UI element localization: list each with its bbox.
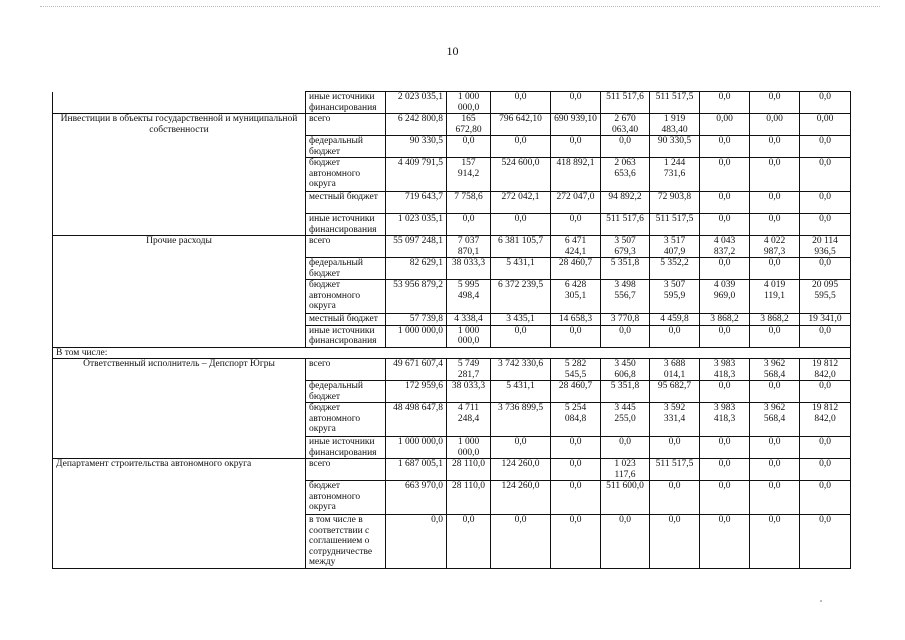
value-cell: 0,0 bbox=[386, 515, 447, 569]
budget-table bbox=[52, 91, 851, 569]
row-name bbox=[53, 280, 306, 314]
value-cell: 0,0 bbox=[800, 459, 851, 481]
funding-source: бюджет автономного округа bbox=[306, 280, 386, 314]
value-cell: 4 711 248,4 bbox=[447, 403, 491, 437]
value-cell: 0,0 bbox=[700, 214, 750, 236]
value-cell: 0,0 bbox=[800, 92, 851, 114]
value-cell: 0,0 bbox=[650, 437, 700, 459]
value-cell: 3 450 606,8 bbox=[601, 359, 650, 381]
value-cell: 3 868,2 bbox=[750, 314, 800, 326]
value-cell: 0,0 bbox=[551, 515, 601, 569]
value-cell: 72 903,8 bbox=[650, 192, 700, 214]
row-name bbox=[53, 258, 306, 280]
funding-source: иные источники финансирования bbox=[306, 325, 386, 347]
row-name: Инвестиции в объекты государственной и муниципальной собственности bbox=[53, 114, 306, 136]
value-cell: 0,0 bbox=[551, 136, 601, 158]
value-cell: 3 983 418,3 bbox=[700, 403, 750, 437]
value-cell: 0,00 bbox=[800, 114, 851, 136]
row-name bbox=[53, 92, 306, 114]
value-cell: 28 460,7 bbox=[551, 258, 601, 280]
value-cell: 6 372 239,5 bbox=[491, 280, 551, 314]
value-cell: 690 939,10 bbox=[551, 114, 601, 136]
funding-source: федеральный бюджет bbox=[306, 381, 386, 403]
value-cell: 7 758,6 bbox=[447, 192, 491, 214]
value-cell: 38 033,3 bbox=[447, 381, 491, 403]
row-name bbox=[53, 437, 306, 459]
value-cell: 90 330,5 bbox=[386, 136, 447, 158]
table-row bbox=[53, 403, 851, 437]
value-cell: 172 959,6 bbox=[386, 381, 447, 403]
scan-speck bbox=[820, 600, 822, 602]
value-cell: 3 435,1 bbox=[491, 314, 551, 326]
funding-source: бюджет автономного округа bbox=[306, 481, 386, 515]
value-cell: 0,0 bbox=[491, 325, 551, 347]
value-cell: 0,0 bbox=[700, 459, 750, 481]
table-row bbox=[53, 459, 851, 481]
row-name bbox=[53, 515, 306, 569]
value-cell: 6 381 105,7 bbox=[491, 236, 551, 258]
value-cell: 53 956 879,2 bbox=[386, 280, 447, 314]
value-cell: 1 000 000,0 bbox=[386, 437, 447, 459]
value-cell: 0,0 bbox=[491, 92, 551, 114]
value-cell: 0,0 bbox=[601, 515, 650, 569]
funding-source: всего bbox=[306, 459, 386, 481]
funding-source: в том числе в соответствии с соглашением о сотрудничестве между bbox=[306, 515, 386, 569]
value-cell: 4 022 987,3 bbox=[750, 236, 800, 258]
value-cell: 0,0 bbox=[551, 92, 601, 114]
value-cell: 0,0 bbox=[551, 459, 601, 481]
section-label: В том числе: bbox=[53, 347, 851, 359]
value-cell: 19 812 842,0 bbox=[800, 359, 851, 381]
value-cell: 0,0 bbox=[491, 136, 551, 158]
value-cell: 0,0 bbox=[601, 437, 650, 459]
page-number: 10 bbox=[446, 44, 459, 58]
value-cell: 0,00 bbox=[750, 114, 800, 136]
value-cell: 0,0 bbox=[447, 515, 491, 569]
value-cell: 0,0 bbox=[800, 258, 851, 280]
table-row bbox=[53, 214, 851, 236]
value-cell: 0,0 bbox=[700, 481, 750, 515]
value-cell: 0,00 bbox=[700, 114, 750, 136]
value-cell: 4 019 119,1 bbox=[750, 280, 800, 314]
value-cell: 0,0 bbox=[750, 258, 800, 280]
value-cell: 272 047,0 bbox=[551, 192, 601, 214]
table-row bbox=[53, 381, 851, 403]
row-name bbox=[53, 314, 306, 326]
value-cell: 0,0 bbox=[750, 381, 800, 403]
value-cell: 3 983 418,3 bbox=[700, 359, 750, 381]
value-cell: 663 970,0 bbox=[386, 481, 447, 515]
table-row bbox=[53, 280, 851, 314]
value-cell: 2 670 063,40 bbox=[601, 114, 650, 136]
value-cell: 5 995 498,4 bbox=[447, 280, 491, 314]
funding-source: иные источники финансирования bbox=[306, 214, 386, 236]
value-cell: 82 629,1 bbox=[386, 258, 447, 280]
value-cell: 157 914,2 bbox=[447, 158, 491, 192]
value-cell: 272 042,1 bbox=[491, 192, 551, 214]
value-cell: 0,0 bbox=[800, 192, 851, 214]
value-cell: 0,0 bbox=[551, 437, 601, 459]
value-cell: 511 600,0 bbox=[601, 481, 650, 515]
value-cell: 0,0 bbox=[447, 136, 491, 158]
value-cell: 19 341,0 bbox=[800, 314, 851, 326]
funding-source: иные источники финансирования bbox=[306, 437, 386, 459]
value-cell: 418 892,1 bbox=[551, 158, 601, 192]
value-cell: 5 431,1 bbox=[491, 381, 551, 403]
value-cell: 0,0 bbox=[601, 136, 650, 158]
value-cell: 19 812 842,0 bbox=[800, 403, 851, 437]
value-cell: 0,0 bbox=[700, 515, 750, 569]
value-cell: 0,0 bbox=[650, 325, 700, 347]
value-cell: 3 736 899,5 bbox=[491, 403, 551, 437]
value-cell: 1 023 035,1 bbox=[386, 214, 447, 236]
row-name bbox=[53, 381, 306, 403]
table-row bbox=[53, 258, 851, 280]
table-row bbox=[53, 92, 851, 114]
value-cell: 165 672,80 bbox=[447, 114, 491, 136]
row-name bbox=[53, 192, 306, 214]
value-cell: 57 739,8 bbox=[386, 314, 447, 326]
value-cell: 3 592 331,4 bbox=[650, 403, 700, 437]
value-cell: 0,0 bbox=[447, 214, 491, 236]
table-row bbox=[53, 314, 851, 326]
value-cell: 5 749 281,7 bbox=[447, 359, 491, 381]
table-row bbox=[53, 481, 851, 515]
row-name: Департамент строительства автономного округа bbox=[53, 459, 306, 481]
value-cell: 3 507 595,9 bbox=[650, 280, 700, 314]
value-cell: 2 063 653,6 bbox=[601, 158, 650, 192]
funding-source: местный бюджет bbox=[306, 192, 386, 214]
value-cell: 511 517,5 bbox=[650, 214, 700, 236]
value-cell: 1 000 000,0 bbox=[447, 325, 491, 347]
row-name bbox=[53, 136, 306, 158]
value-cell: 20 095 595,5 bbox=[800, 280, 851, 314]
value-cell: 0,0 bbox=[551, 481, 601, 515]
table-row bbox=[53, 325, 851, 347]
value-cell: 3 770,8 bbox=[601, 314, 650, 326]
value-cell: 0,0 bbox=[800, 214, 851, 236]
value-cell: 0,0 bbox=[750, 158, 800, 192]
value-cell: 0,0 bbox=[750, 192, 800, 214]
value-cell: 3 868,2 bbox=[700, 314, 750, 326]
value-cell: 1 023 117,6 bbox=[601, 459, 650, 481]
value-cell: 3 962 568,4 bbox=[750, 403, 800, 437]
table-row bbox=[53, 114, 851, 136]
value-cell: 3 517 407,9 bbox=[650, 236, 700, 258]
value-cell: 0,0 bbox=[800, 158, 851, 192]
value-cell: 1 000 000,0 bbox=[447, 437, 491, 459]
value-cell: 0,0 bbox=[750, 437, 800, 459]
value-cell: 0,0 bbox=[700, 437, 750, 459]
value-cell: 124 260,0 bbox=[491, 481, 551, 515]
value-cell: 796 642,10 bbox=[491, 114, 551, 136]
value-cell: 6 428 305,1 bbox=[551, 280, 601, 314]
value-cell: 94 892,2 bbox=[601, 192, 650, 214]
value-cell: 719 643,7 bbox=[386, 192, 447, 214]
value-cell: 511 517,5 bbox=[650, 459, 700, 481]
value-cell: 0,0 bbox=[800, 515, 851, 569]
value-cell: 3 742 330,6 bbox=[491, 359, 551, 381]
value-cell: 5 352,2 bbox=[650, 258, 700, 280]
value-cell: 0,0 bbox=[700, 258, 750, 280]
value-cell: 0,0 bbox=[750, 481, 800, 515]
value-cell: 49 671 607,4 bbox=[386, 359, 447, 381]
value-cell: 511 517,6 bbox=[601, 214, 650, 236]
value-cell: 28 110,0 bbox=[447, 481, 491, 515]
value-cell: 28 460,7 bbox=[551, 381, 601, 403]
value-cell: 511 517,5 bbox=[650, 92, 700, 114]
value-cell: 4 409 791,5 bbox=[386, 158, 447, 192]
value-cell: 3 507 679,3 bbox=[601, 236, 650, 258]
value-cell: 0,0 bbox=[800, 481, 851, 515]
value-cell: 0,0 bbox=[491, 515, 551, 569]
value-cell: 5 431,1 bbox=[491, 258, 551, 280]
value-cell: 3 688 014,1 bbox=[650, 359, 700, 381]
value-cell: 0,0 bbox=[700, 192, 750, 214]
value-cell: 0,0 bbox=[750, 92, 800, 114]
value-cell: 48 498 647,8 bbox=[386, 403, 447, 437]
value-cell: 14 658,3 bbox=[551, 314, 601, 326]
value-cell: 5 351,8 bbox=[601, 258, 650, 280]
value-cell: 3 498 556,7 bbox=[601, 280, 650, 314]
funding-source: федеральный бюджет bbox=[306, 136, 386, 158]
value-cell: 0,0 bbox=[800, 325, 851, 347]
value-cell: 3 962 568,4 bbox=[750, 359, 800, 381]
value-cell: 5 254 084,8 bbox=[551, 403, 601, 437]
table-row bbox=[53, 136, 851, 158]
table-row bbox=[53, 158, 851, 192]
value-cell: 0,0 bbox=[800, 437, 851, 459]
table-row bbox=[53, 359, 851, 381]
value-cell: 7 037 870,1 bbox=[447, 236, 491, 258]
value-cell: 0,0 bbox=[750, 459, 800, 481]
funding-source: бюджет автономного округа bbox=[306, 403, 386, 437]
value-cell: 1 000 000,0 bbox=[386, 325, 447, 347]
value-cell: 0,0 bbox=[750, 325, 800, 347]
table-row bbox=[53, 236, 851, 258]
value-cell: 20 114 936,5 bbox=[800, 236, 851, 258]
table-row bbox=[53, 347, 851, 359]
funding-source: иные источники финансирования bbox=[306, 92, 386, 114]
value-cell: 0,0 bbox=[551, 214, 601, 236]
funding-source: всего bbox=[306, 114, 386, 136]
funding-source: бюджет автономного округа bbox=[306, 158, 386, 192]
value-cell: 38 033,3 bbox=[447, 258, 491, 280]
value-cell: 0,0 bbox=[750, 136, 800, 158]
value-cell: 0,0 bbox=[750, 214, 800, 236]
table-row bbox=[53, 437, 851, 459]
value-cell: 4 338,4 bbox=[447, 314, 491, 326]
scan-top-border bbox=[40, 6, 880, 7]
funding-source: всего bbox=[306, 359, 386, 381]
value-cell: 1 000 000,0 bbox=[447, 92, 491, 114]
value-cell: 5 351,8 bbox=[601, 381, 650, 403]
value-cell: 1 244 731,6 bbox=[650, 158, 700, 192]
value-cell: 0,0 bbox=[650, 481, 700, 515]
value-cell: 28 110,0 bbox=[447, 459, 491, 481]
value-cell: 0,0 bbox=[700, 158, 750, 192]
value-cell: 0,0 bbox=[700, 92, 750, 114]
funding-source: всего bbox=[306, 236, 386, 258]
value-cell: 1 687 005,1 bbox=[386, 459, 447, 481]
value-cell: 0,0 bbox=[800, 136, 851, 158]
value-cell: 0,0 bbox=[491, 214, 551, 236]
value-cell: 0,0 bbox=[700, 325, 750, 347]
value-cell: 0,0 bbox=[700, 381, 750, 403]
value-cell: 95 682,7 bbox=[650, 381, 700, 403]
row-name bbox=[53, 325, 306, 347]
value-cell: 3 445 255,0 bbox=[601, 403, 650, 437]
row-name bbox=[53, 214, 306, 236]
value-cell: 0,0 bbox=[491, 437, 551, 459]
value-cell: 1 919 483,40 bbox=[650, 114, 700, 136]
funding-source: местный бюджет bbox=[306, 314, 386, 326]
value-cell: 124 260,0 bbox=[491, 459, 551, 481]
table-row bbox=[53, 515, 851, 569]
value-cell: 0,0 bbox=[700, 136, 750, 158]
value-cell: 4 039 969,0 bbox=[700, 280, 750, 314]
row-name bbox=[53, 158, 306, 192]
value-cell: 0,0 bbox=[601, 325, 650, 347]
row-name bbox=[53, 481, 306, 515]
row-name bbox=[53, 403, 306, 437]
value-cell: 0,0 bbox=[750, 515, 800, 569]
row-name: Прочие расходы bbox=[53, 236, 306, 258]
value-cell: 4 043 837,2 bbox=[700, 236, 750, 258]
value-cell: 6 471 424,1 bbox=[551, 236, 601, 258]
value-cell: 0,0 bbox=[800, 381, 851, 403]
value-cell: 6 242 800,8 bbox=[386, 114, 447, 136]
value-cell: 90 330,5 bbox=[650, 136, 700, 158]
value-cell: 524 600,0 bbox=[491, 158, 551, 192]
value-cell: 511 517,6 bbox=[601, 92, 650, 114]
funding-source: федеральный бюджет bbox=[306, 258, 386, 280]
value-cell: 55 097 248,1 bbox=[386, 236, 447, 258]
value-cell: 0,0 bbox=[551, 325, 601, 347]
value-cell: 5 282 545,5 bbox=[551, 359, 601, 381]
value-cell: 2 023 035,1 bbox=[386, 92, 447, 114]
table-row bbox=[53, 192, 851, 214]
row-name: Ответственный исполнитель – Депспорт Югры bbox=[53, 359, 306, 381]
value-cell: 4 459,8 bbox=[650, 314, 700, 326]
value-cell: 0,0 bbox=[650, 515, 700, 569]
